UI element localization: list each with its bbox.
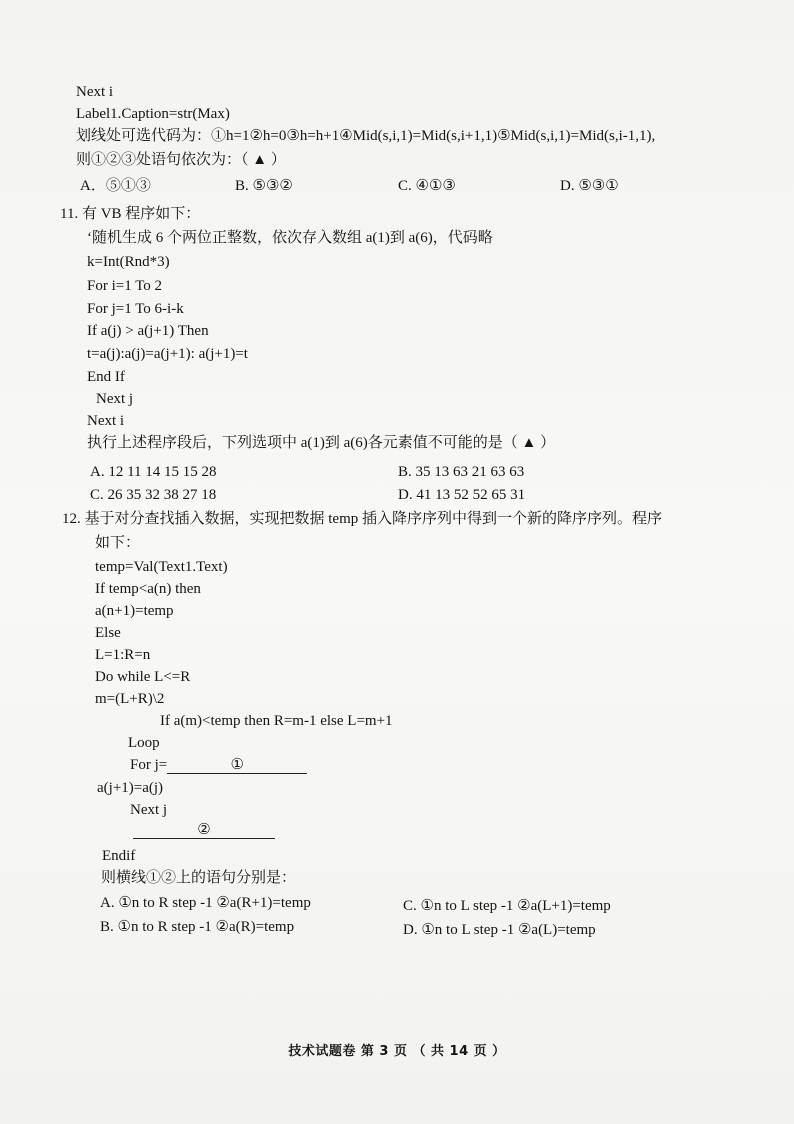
blank-marker: ① [230, 757, 244, 773]
option-d: D. ⑤③① [560, 178, 619, 194]
option-d: D. ①n to L step -1 ②a(L)=temp [403, 922, 596, 938]
code-line: Next j [130, 802, 168, 818]
option-c: C. ④①③ [398, 178, 456, 194]
option-c: C. ①n to L step -1 ②a(L+1)=temp [403, 898, 611, 914]
option-a: A. ①n to R step -1 ②a(R+1)=temp [100, 895, 311, 911]
answer-blank-2[interactable] [133, 820, 275, 839]
code-line: Next i [76, 84, 114, 100]
question-stem-continued: 如下： [95, 535, 141, 551]
code-text: For j= [130, 757, 168, 773]
question-text: 则①②③处语句依次为：（ ▲ ） [76, 152, 286, 168]
blank-marker: ② [197, 822, 211, 838]
code-line: Next i [87, 413, 125, 429]
question-number: 11. [60, 206, 79, 222]
question-text: 执行上述程序段后，下列选项中 a(1)到 a(6)各元素值不可能的是（ ▲ ） [87, 435, 556, 451]
code-line: Label1.Caption=str(Max) [76, 106, 230, 122]
code-line: Else [95, 625, 121, 641]
option-b: B. ⑤③② [235, 178, 293, 194]
question-11-stem [60, 204, 200, 224]
page-footer: 技术试题卷 第 3 页 （ 共 14 页 ） [288, 1044, 506, 1059]
question-stem: 有 VB 程序如下： [81, 206, 201, 222]
code-line: temp=Val(Text1.Text) [95, 559, 228, 575]
code-line: For i=1 To 2 [87, 278, 163, 294]
code-line: Do while L<=R [95, 669, 191, 685]
code-line: m=(L+R)\2 [95, 691, 165, 707]
code-line: t=a(j):a(j)=a(j+1): a(j+1)=t [87, 346, 248, 362]
code-line-with-blank-1 [130, 755, 307, 775]
code-line: Loop [128, 735, 160, 751]
code-comment: ‘随机生成 6 个两位正整数，依次存入数组 a(1)到 a(6)，代码略 [87, 230, 493, 246]
code-line: For j=1 To 6-i-k [87, 301, 184, 317]
code-line: End If [87, 369, 125, 385]
code-line: k=Int(Rnd*3) [87, 254, 170, 270]
answer-blank-1[interactable] [167, 755, 307, 774]
question-text: 则横线①②上的语句分别是： [101, 870, 297, 886]
option-d: D. 41 13 52 52 65 31 [398, 487, 526, 503]
code-line-with-blank-2 [133, 820, 275, 840]
question-12-stem [62, 509, 662, 529]
option-a: A. 12 11 14 15 15 28 [90, 464, 217, 480]
code-line: If temp<a(n) then [95, 581, 201, 597]
option-b: B. ①n to R step -1 ②a(R)=temp [100, 919, 295, 935]
code-line: L=1:R=n [95, 647, 151, 663]
code-line: If a(m)<temp then R=m-1 else L=m+1 [160, 713, 393, 729]
question-number: 12. [62, 511, 81, 527]
code-line: If a(j) > a(j+1) Then [87, 323, 209, 339]
question-stem: 基于对分查找插入数据，实现把数据 temp 插入降序序列中得到一个新的降序序列。程序 [84, 511, 662, 527]
option-b: B. 35 13 63 21 63 63 [398, 464, 525, 480]
option-a: A．⑤①③ [80, 178, 151, 194]
code-line: a(j+1)=a(j) [97, 780, 164, 796]
code-line: Endif [102, 848, 136, 864]
code-line: a(n+1)=temp [95, 603, 174, 619]
question-text: 划线处可选代码为：①h=1②h=0③h=h+1④Mid(s,i,1)=Mid(s,i+1,1)⑤Mid(s,i,1)=Mid(s,i-1,1), [76, 128, 656, 144]
code-line: Next j [96, 391, 134, 407]
option-c: C. 26 35 32 38 27 18 [90, 487, 217, 503]
